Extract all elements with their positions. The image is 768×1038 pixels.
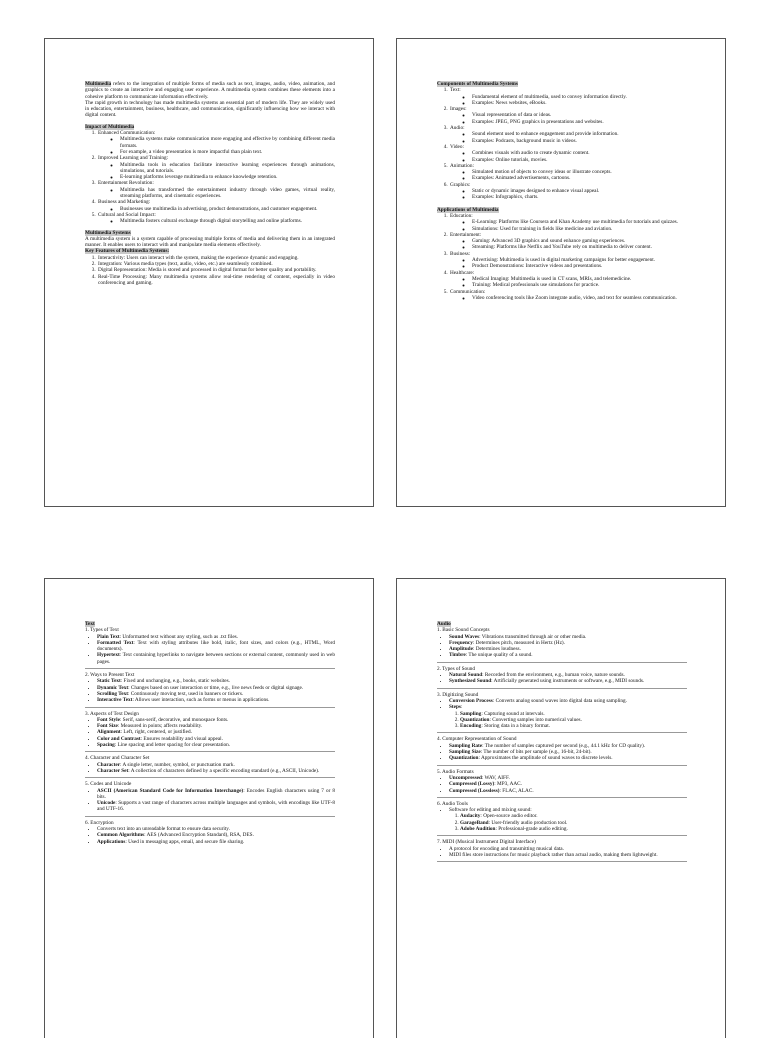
subsection-title: 4. Character and Character Set (85, 755, 150, 762)
step-item: 2. Quantization: Converting samples into numerical values. (460, 717, 687, 723)
list-item: 5. Cultural and Social Impact: ◦ Multimedia fosters cultural exchange through digital storytelling and online platforms. (97, 212, 335, 225)
list-item: • Converts text into an unreadable format to ensure data security. (97, 826, 335, 832)
divider (85, 707, 335, 708)
sub-item: ◦ Examples: JPEG, PNG graphics in presentations and websites. (472, 119, 687, 125)
sub-item: ◦ Sound element used to enhance engagement and provide information. (472, 131, 687, 137)
page-content (85, 81, 335, 286)
sub-item: ◦ Visual representation of data or ideas. (472, 112, 687, 118)
step-item: 1. Audacity: Open-source audio editor. (460, 813, 687, 819)
list-item: 5. Communication: ◦ Video conferencing tools like Zoom integrate audio, video, and text for seamless communication. (449, 289, 687, 302)
list-item: 4. Healthcare: ◦ Medical Imaging: Multimedia is used in CT scans, MRIs, and telemedicine. ◦ Training: Medical professionals use simulations for practice. (449, 270, 687, 289)
subsection-title: 4. Computer Representation of Sound (437, 736, 517, 743)
list-item: • Spacing: Line spacing and letter spacing for clear presentation. (97, 742, 335, 748)
document-page-2 (396, 38, 726, 507)
list-item: • Hypertext: Text containing hyperlinks to navigate between sections or external content, commonly used in web pages. (97, 652, 335, 665)
subsection-title: 2. Types of Sound (437, 665, 476, 672)
features-list (85, 255, 335, 286)
list-item: • ASCII (American Standard Code for Information Interchange): Encodes English characters using 7 or 8 bits. (97, 788, 335, 801)
divider (437, 861, 687, 862)
sub-item: ◦ Examples: Online tutorials, movies. (472, 157, 687, 163)
intro-paragraph-2: The rapid growth in technology has made multimedia systems an essential part of modern life. They are widely used in education, entertainment, business, healthcare, and communication, significantly influencing how we interact with digital content. (85, 99, 335, 119)
list-item: • Synthesized Sound: Artificially generated using instruments or software, e.g., MIDI sounds. (449, 678, 687, 684)
list-item: • Plain Text: Unformatted text without any styling, such as .txt files. (97, 634, 335, 640)
sub-item: ◦ Streaming: Platforms like Netflix and YouTube rely on multimedia to deliver content. (472, 244, 687, 250)
sub-item: ◦ Examples: Animated advertisements, cartoons. (472, 175, 687, 181)
sub-item: ◦ Advertising: Multimedia is used in digital marketing campaigns for better engagement. (472, 257, 687, 263)
list-item: • Static Text: Fixed and unchanging, e.g., books, static websites. (97, 678, 335, 684)
list-item: • Natural Sound: Recorded from the environment, e.g., human voice, nature sounds. (449, 672, 687, 678)
sub-item: ◦ Examples: Podcasts, background music in videos. (472, 138, 687, 144)
sub-item: ◦ Multimedia has transformed the entertainment industry through video games, virtual reality, streaming platforms, and cinematic experiences. (120, 187, 335, 200)
sub-item: ◦ Video conferencing tools like Zoom integrate audio, video, and text for seamless communication. (472, 295, 687, 301)
page-content (85, 621, 335, 845)
document-page-4 (396, 578, 726, 1038)
page-content (437, 81, 687, 301)
applications-list (437, 213, 687, 301)
sub-item: ◦ For example, a video presentation is more impactful than plain text. (120, 149, 335, 155)
section-heading: Multimedia Systems (85, 229, 131, 236)
list-item: 3. Entertainment Revolution: ◦ Multimedia has transformed the entertainment industry through video games, virtual reality, streaming platforms, and cinematic experiences. (97, 180, 335, 199)
section-heading: Components of Multimedia Systems (437, 81, 518, 87)
document-page-1 (44, 38, 374, 507)
sub-item: ◦ Gaming: Advanced 3D graphics and sound enhance gaming experiences. (472, 238, 687, 244)
section-heading: Impact of Multimedia (85, 123, 135, 130)
list-item: 5. Animation: ◦ Simulated motion of objects to convey ideas or illustrate concepts. ◦ Examples: Animated advertisements, cartoons. (449, 163, 687, 182)
list-item: • Sampling Size: The number of bits per sample (e.g., 16-bit, 24-bit). (449, 749, 687, 755)
divider (437, 765, 687, 766)
section-heading: Applications of Multimedia (437, 206, 499, 213)
list-item: • Formatted Text: Text with styling attributes like bold, italic, font sizes, and colors (e.g., HTML, Word documents). (97, 640, 335, 653)
list-item: • Alignment: Left, right, centered, or justified. (97, 729, 335, 735)
list-item: • Software for editing and mixing sound: 1. Audacity: Open-source audio editor. 2. GarageBand: User-friendly audio production tool. 3. Adobe Audition: Professional-grade audio editing. (449, 807, 687, 832)
sub-item: ◦ Multimedia fosters cultural exchange through digital storytelling and online platforms. (120, 218, 335, 224)
divider (437, 835, 687, 836)
list-item: 2. Entertainment: ◦ Gaming: Advanced 3D graphics and sound enhance gaming experiences. ◦ Streaming: Platforms like Netflix and YouTube rely on multimedia to deliver content. (449, 232, 687, 251)
intro-paragraph: Multimedia refers to the integration of multiple forms of media such as text, images, audio, video, animation, and graphics to create an interactive and engaging user experience. A multimedia system combines these elements into a cohesive platform to communicate information effectively. (85, 81, 335, 100)
sub-item: ◦ Examples: Infographics, charts. (472, 194, 687, 200)
list-item: • Compressed (Lossless): FLAC, ALAC. (449, 788, 687, 794)
divider (437, 662, 687, 663)
subsection-title: 2. Ways to Present Text (85, 672, 135, 679)
sub-item: ◦ Examples: News websites, eBooks. (472, 100, 687, 106)
divider (85, 668, 335, 669)
list-item: • Font Style: Serif, sans-serif, decorative, and monospace fonts. (97, 717, 335, 723)
list-item: 3. Digital Representation: Media is stored and processed in digital format for better quality and portability. (97, 267, 335, 273)
sub-item: ◦ Simulations: Used for training in fields like medicine and aviation. (472, 226, 687, 232)
list-item: • A protocol for encoding and transmitting musical data. (449, 846, 687, 852)
section-heading: Audio (437, 621, 451, 627)
sub-item: ◦ Businesses use multimedia in advertising, product demonstrations, and customer engagement. (120, 206, 335, 212)
list-item: 2. Improved Learning and Training: ◦ Multimedia tools in education facilitate interactive learning experiences through animations, simulations, and tutorials. ◦ E-learning platforms leverage multimedia to enhance knowledge retention. (97, 155, 335, 180)
list-item: 1. Interactivity: Users can interact with the system, making the experience dynamic and engaging. (97, 255, 335, 261)
step-item: 3. Adobe Audition: Professional-grade audio editing. (460, 826, 687, 832)
list-item: • Quantization: Approximates the amplitude of sound waves to discrete levels. (449, 755, 687, 761)
impact-list (85, 130, 335, 224)
step-item: 3. Encoding: Storing data in a binary format. (460, 723, 687, 729)
list-item: 3. Audio: ◦ Sound element used to enhance engagement and provide information. ◦ Examples: Podcasts, background music in videos. (449, 125, 687, 144)
list-item: 4. Business and Marketing: ◦ Businesses use multimedia in advertising, product demonstrations, and customer engagement. (97, 199, 335, 212)
sub-item: ◦ Combines visuals with audio to create dynamic content. (472, 150, 687, 156)
step-item: 1. Sampling: Capturing sound at intervals. (460, 711, 687, 717)
list-item: • Frequency: Determines pitch, measured in Hertz (Hz). (449, 640, 687, 646)
sub-item: ◦ E-Learning: Platforms like Coursera and Khan Academy use multimedia for tutorials and quizzes. (472, 219, 687, 225)
divider (85, 777, 335, 778)
list-item: • Character Set: A collection of characters defined by a specific encoding standard (e.g., ASCII, Unicode). (97, 768, 335, 774)
list-item: 1. Education: ◦ E-Learning: Platforms like Coursera and Khan Academy use multimedia for tutorials and quizzes. ◦ Simulations: Used for training in fields like medicine and aviation. (449, 213, 687, 232)
sub-item: ◦ Static or dynamic images designed to enhance visual appeal. (472, 188, 687, 194)
list-item: • Sampling Rate: The number of samples captured per second (e.g., 44.1 kHz for CD quality). (449, 743, 687, 749)
section-heading: Text (85, 621, 95, 627)
list-item: • Font Size: Measured in points; affects readability. (97, 723, 335, 729)
sub-item: ◦ Simulated motion of objects to convey ideas or illustrate concepts. (472, 169, 687, 175)
list-item: • Scrolling Text: Continuously moving text, used in banners or tickers. (97, 691, 335, 697)
list-item: • Uncompressed: WAV, AIFF. (449, 775, 687, 781)
list-item: • Dynamic Text: Changes based on user interaction or time, e.g., live news feeds or digital signage. (97, 685, 335, 691)
subsection-title: 6. Encryption (85, 819, 114, 826)
document-page-3 (44, 578, 374, 1038)
divider (437, 732, 687, 733)
subsection-title: 5. Audio Formats (437, 768, 474, 775)
list-item: • Conversion Process: Converts analog sound waves into digital data using sampling. (449, 698, 687, 704)
divider (437, 688, 687, 689)
systems-paragraph: A multimedia system is a system capable of processing multiple forms of media and delivering them in an integrated manner. It enables users to interact with and manipulate media elements effectively. (85, 235, 335, 249)
list-item: • Sound Waves: Vibrations transmitted through air or other media. (449, 634, 687, 640)
list-item: • Unicode: Supports a vast range of characters across multiple languages and symbols, with encodings like UTF-8 and UTF-16. (97, 800, 335, 813)
list-item: • Applications: Used in messaging apps, email, and secure file sharing. (97, 839, 335, 845)
term-highlight: Multimedia (85, 81, 112, 87)
subsection-title: 3. Aspects of Text Design (85, 710, 139, 717)
list-item: • Color and Contrast: Ensures readability and visual appeal. (97, 736, 335, 742)
list-item: • MIDI files store instructions for music playback rather than actual audio, making them lightweight. (449, 852, 687, 858)
list-item: 4. Real-Time Processing: Many multimedia systems allow real-time rendering of content, especially in video conferencing and gaming. (97, 274, 335, 287)
sub-item: ◦ E-learning platforms leverage multimedia to enhance knowledge retention. (120, 174, 335, 180)
list-item: 2. Images: ◦ Visual representation of data or ideas. ◦ Examples: JPEG, PNG graphics in presentations and websites. (449, 106, 687, 125)
list-item: • Compressed (Lossy): MP3, AAC. (449, 781, 687, 787)
list-item: 3. Business: ◦ Advertising: Multimedia is used in digital marketing campaigns for better engagement. ◦ Product Demonstrations: Interactive videos and presentations. (449, 251, 687, 270)
page-content (437, 621, 687, 865)
list-item: 6. Graphics: ◦ Static or dynamic images designed to enhance visual appeal. ◦ Examples: Infographics, charts. (449, 182, 687, 201)
list-item: • Character: A single letter, number, symbol, or punctuation mark. (97, 762, 335, 768)
list-item: 1. Text: ◦ Fundamental element of multimedia, used to convey information directly. ◦ Examples: News websites, eBooks. (449, 87, 687, 106)
list-item: • Timbre: The unique quality of a sound. (449, 652, 687, 658)
divider (85, 751, 335, 752)
list-item: • Common Algorithms: AES (Advanced Encryption Standard), RSA, DES. (97, 832, 335, 838)
subsection-title: 1. Basic Sound Concepts (437, 627, 490, 634)
subsection-title: 7. MIDI (Musical Instrument Digital Interface) (437, 839, 536, 846)
components-list (437, 87, 687, 200)
sub-item: ◦ Multimedia tools in education facilitate interactive learning experiences through animations, simulations, and tutorials. (120, 162, 335, 175)
sub-item: ◦ Medical Imaging: Multimedia is used in CT scans, MRIs, and telemedicine. (472, 276, 687, 282)
list-item: • Amplitude: Determines loudness. (449, 646, 687, 652)
sub-item: ◦ Fundamental element of multimedia, used to convey information directly. (472, 94, 687, 100)
divider (437, 797, 687, 798)
sub-item: ◦ Multimedia systems make communication more engaging and effective by combining different media formats. (120, 136, 335, 149)
step-item: 2. GarageBand: User-friendly audio production tool. (460, 820, 687, 826)
sub-item: ◦ Product Demonstrations: Interactive videos and presentations. (472, 263, 687, 269)
divider (85, 816, 335, 817)
sub-item: ◦ Training: Medical professionals use simulations for practice. (472, 282, 687, 288)
list-item: • Interactive Text: Allows user interaction, such as forms or menus in applications. (97, 697, 335, 703)
subsection-title: 1. Types of Text (85, 627, 119, 634)
list-item: 4. Video: ◦ Combines visuals with audio to create dynamic content. ◦ Examples: Online tutorials, movies. (449, 144, 687, 163)
section-heading: Key Features of Multimedia Systems: (85, 248, 170, 255)
subsection-title: 6. Audio Tools (437, 800, 468, 807)
list-item: 1. Enhanced Communication: ◦ Multimedia systems make communication more engaging and effective by combining different media formats. ◦ For example, a video presentation is more impactful than plain text. (97, 130, 335, 155)
subsection-title: 5. Codes and Unicode (85, 781, 132, 788)
list-item: • Steps: 1. Sampling: Capturing sound at intervals. 2. Quantization: Converting samples into numerical values. 3. Encoding: Storing data in a binary format. (449, 704, 687, 729)
list-item: 2. Integration: Various media types (text, audio, video, etc.) are seamlessly combined. (97, 261, 335, 267)
subsection-title: 3. Digitizing Sound (437, 691, 479, 698)
